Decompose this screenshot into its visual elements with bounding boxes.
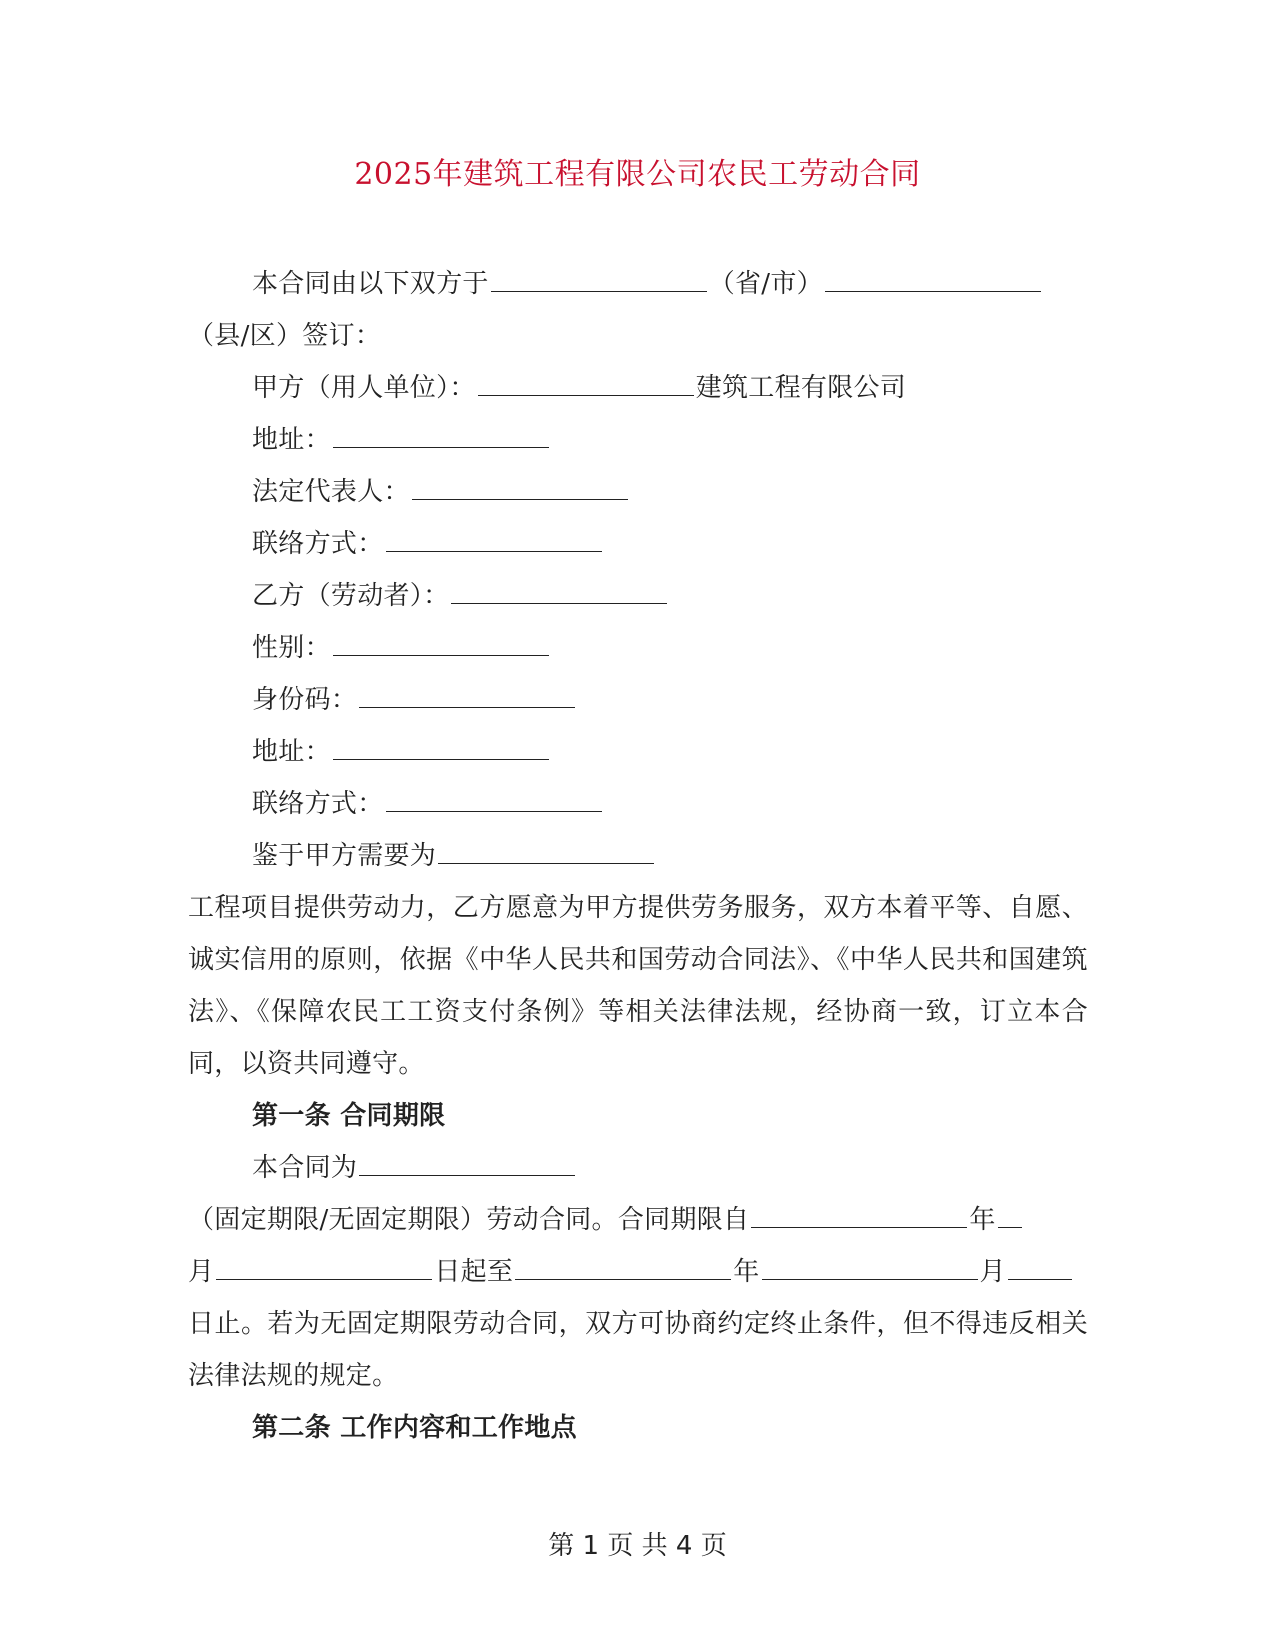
party-a-rep-blank[interactable]	[412, 473, 628, 500]
project-blank[interactable]	[438, 837, 654, 864]
county-blank[interactable]	[825, 265, 1041, 292]
page-number-footer: 第 1 页 共 4 页	[548, 1531, 727, 1561]
intro-pre: 本合同由以下双方于	[252, 269, 489, 299]
party-b-id-label: 身份码：	[252, 685, 358, 715]
article-1-heading: 第一条 合同期限	[252, 1101, 446, 1131]
end-day-blank[interactable]	[1008, 1253, 1072, 1280]
article-2-heading: 第二条 工作内容和工作地点	[252, 1413, 577, 1443]
party-b-name-blank[interactable]	[451, 577, 667, 604]
party-a-rep-label: 法定代表人：	[252, 477, 410, 507]
month2-label: 月	[979, 1257, 1006, 1287]
start-year-blank[interactable]	[751, 1201, 967, 1228]
party-a-address-line	[188, 414, 1088, 466]
article-1-date-line	[188, 1246, 1088, 1298]
party-b-gender-label: 性别：	[252, 633, 331, 663]
party-b-id-blank[interactable]	[359, 681, 575, 708]
article-1-type-line	[188, 1142, 1088, 1194]
party-a-address-label: 地址：	[252, 425, 331, 455]
month-label: 月	[188, 1257, 215, 1287]
party-a-contact-line	[188, 518, 1088, 570]
article-1-period-line	[188, 1194, 1088, 1246]
party-a-rep-line	[188, 466, 1088, 518]
intro-tail-line	[188, 310, 1088, 362]
article-1-pre: 本合同为	[252, 1153, 358, 1183]
party-b-address-blank[interactable]	[333, 733, 549, 760]
party-b-contact-label: 联络方式：	[252, 789, 384, 819]
intro-mid: （省/市）	[708, 269, 823, 299]
party-b-gender-line	[188, 622, 1088, 674]
party-a-suffix: 建筑工程有限公司	[695, 373, 907, 403]
party-b-contact-line	[188, 778, 1088, 830]
province-blank[interactable]	[491, 265, 707, 292]
contract-type-blank[interactable]	[359, 1149, 575, 1176]
year-label: 年	[969, 1205, 996, 1235]
party-b-address-line	[188, 726, 1088, 778]
article-1-tail: 日止。若为无固定期限劳动合同，双方可协商约定终止条件，但不得违反相关法律法规的规定。	[188, 1309, 1088, 1391]
party-b-gender-blank[interactable]	[333, 629, 549, 656]
party-a-name-blank[interactable]	[478, 369, 694, 396]
recital-body: 工程项目提供劳动力，乙方愿意为甲方提供劳务服务，双方本着平等、自愿、诚实信用的原则，依据《中华人民共和国劳动合同法》、《中华人民共和国建筑法》、《保障农民工工资支付条例》等相关法律法规，经协商一致，订立本合同，以资共同遵守。	[188, 893, 1088, 1079]
contract-body	[188, 258, 1088, 1454]
day-from-label: 日起至	[434, 1257, 514, 1287]
party-b-id-line	[188, 674, 1088, 726]
recital-line	[188, 830, 1088, 882]
party-b-contact-blank[interactable]	[386, 785, 602, 812]
party-a-contact-label: 联络方式：	[252, 529, 384, 559]
party-a-label: 甲方（用人单位）：	[252, 373, 476, 403]
party-b-address-label: 地址：	[252, 737, 331, 767]
recital-pre: 鉴于甲方需要为	[252, 841, 437, 871]
party-b-label: 乙方（劳动者）：	[252, 581, 450, 611]
party-a-contact-blank[interactable]	[386, 525, 602, 552]
year2-label: 年	[733, 1257, 760, 1287]
start-month-blank-short[interactable]	[998, 1201, 1022, 1228]
end-year-blank[interactable]	[515, 1253, 731, 1280]
intro-tail: （县/区）签订：	[188, 321, 382, 351]
party-b-line	[188, 570, 1088, 622]
intro-line	[188, 258, 1088, 310]
party-a-address-blank[interactable]	[333, 421, 549, 448]
contract-title: 2025年建筑工程有限公司农民工劳动合同	[354, 157, 921, 192]
party-a-line	[188, 362, 1088, 414]
end-month-blank[interactable]	[762, 1253, 978, 1280]
start-day-blank[interactable]	[216, 1253, 432, 1280]
article-1-type-text: （固定期限/无固定期限）劳动合同。合同期限自	[188, 1205, 750, 1235]
